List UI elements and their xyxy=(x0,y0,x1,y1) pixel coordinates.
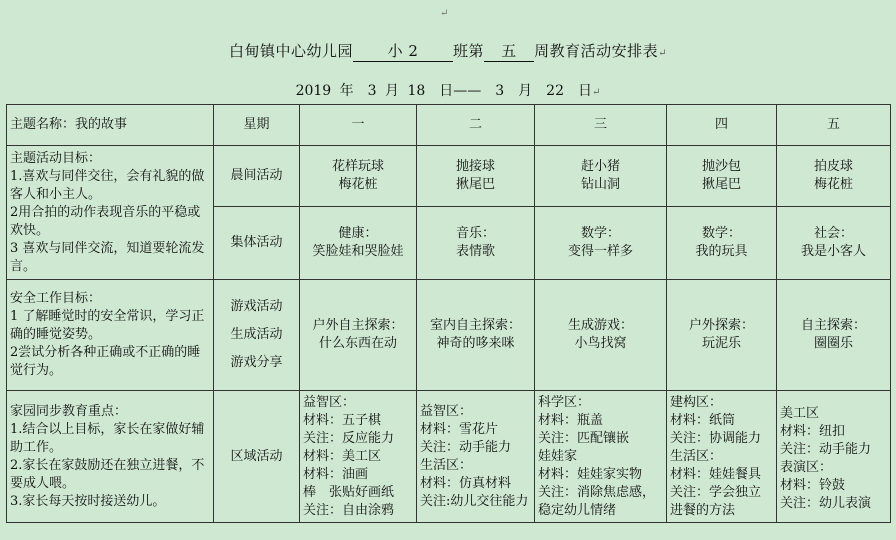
schedule-cell: 抛沙包 揪尾巴 xyxy=(667,146,777,207)
theme-goals: 主题活动目标： 1.喜欢与同伴交往，会有礼貌的做客人和小主人。 2用合拍的动作表现音乐的平稳或欢快。 3 喜欢与同伴交流，知道要轮流发言。 xyxy=(7,146,214,280)
game-row xyxy=(7,280,891,391)
day-header: 一 xyxy=(300,105,417,146)
theme-name: 主题名称：我的故事 xyxy=(7,105,214,146)
day-header: 三 xyxy=(535,105,667,146)
schedule-cell: 赶小猪 钻山洞 xyxy=(535,146,667,207)
title-suffix: 周教育活动安排表 xyxy=(534,42,659,60)
home-goals: 家园同步教育重点： 1.结合以上目标，家长在家做好辅助工作。 2.家长在家鼓励还在独立进餐，不要成人喂。 3.家长每天按时接送幼儿。 xyxy=(7,391,214,523)
schedule-cell: 健康： 笑脸娃和哭脸娃 xyxy=(300,207,417,280)
day-header: 五 xyxy=(777,105,891,146)
schedule-cell: 室内自主探索： 神奇的哆来咪 xyxy=(417,280,535,391)
schedule-table xyxy=(6,104,891,523)
schedule-cell: 社会： 我是小客人 xyxy=(777,207,891,280)
school-name: 白甸镇中心幼儿园 xyxy=(229,42,354,60)
schedule-cell: 抛接球 揪尾巴 xyxy=(417,146,535,207)
day-header: 四 xyxy=(667,105,777,146)
page-title: 白甸镇中心幼儿园 小 2 班第 五 周教育活动安排表↵ xyxy=(229,42,667,60)
schedule-cell: 生成游戏： 小鸟找窝 xyxy=(535,280,667,391)
schedule-cell: 自主探索： 圈圈乐 xyxy=(777,280,891,391)
schedule-cell: 数学： 我的玩具 xyxy=(667,207,777,280)
header-row xyxy=(7,105,891,146)
activity-label: 晨间活动 xyxy=(214,146,300,207)
schedule-cell: 美工区 材料：纽扣 关注：动手能力 表演区： 材料：铃鼓 关注：幼儿表演 xyxy=(777,391,891,523)
schedule-cell: 音乐： 表情歌 xyxy=(417,207,535,280)
day-header: 二 xyxy=(417,105,535,146)
weekday-header: 星期 xyxy=(214,105,300,146)
paragraph-mark: ↵ xyxy=(440,8,449,19)
activity-label: 游戏活动 生成活动 游戏分享 xyxy=(214,280,300,391)
area-row xyxy=(7,391,891,523)
safety-goals: 安全工作目标： 1 了解睡觉时的安全常识，学习正确的睡觉姿势。 2尝试分析各种正确或不正确的睡觉行为。 xyxy=(7,280,214,391)
schedule-cell: 数学： 变得一样多 xyxy=(535,207,667,280)
class-name: 小 2 xyxy=(353,40,453,62)
schedule-cell: 科学区： 材料：瓶盖 关注：匹配镶嵌 娃娃家 材料：娃娃家实物 关注：消除焦虑感，稳定幼儿情绪 xyxy=(535,391,667,523)
schedule-cell: 益智区： 材料：五子棋 关注：反应能力 材料：美工区 材料：油画 棒 张贴好画纸 关注：自由涂鸦 xyxy=(300,391,417,523)
date-range: 2019 年 3 月 18 日—— 3 月 22 日↵ xyxy=(295,83,601,99)
schedule-cell: 拍皮球 梅花桩 xyxy=(777,146,891,207)
morning-row xyxy=(7,146,891,207)
schedule-cell: 花样玩球 梅花桩 xyxy=(300,146,417,207)
activity-label: 区域活动 xyxy=(214,391,300,523)
schedule-cell: 益智区： 材料：雪花片 关注：动手能力 生活区： 材料：仿真材料 关注:幼儿交往能力 xyxy=(417,391,535,523)
class-suffix: 班第 xyxy=(453,42,485,60)
week-number: 五 xyxy=(484,40,534,62)
schedule-cell: 户外探索： 玩泥乐 xyxy=(667,280,777,391)
activity-label: 集体活动 xyxy=(214,207,300,280)
schedule-cell: 建构区： 材料：纸筒 关注：协调能力 生活区： 材料：娃娃餐具 关注：学会独立进餐的方法 xyxy=(667,391,777,523)
schedule-cell: 户外自主探索： 什么东西在动 xyxy=(300,280,417,391)
